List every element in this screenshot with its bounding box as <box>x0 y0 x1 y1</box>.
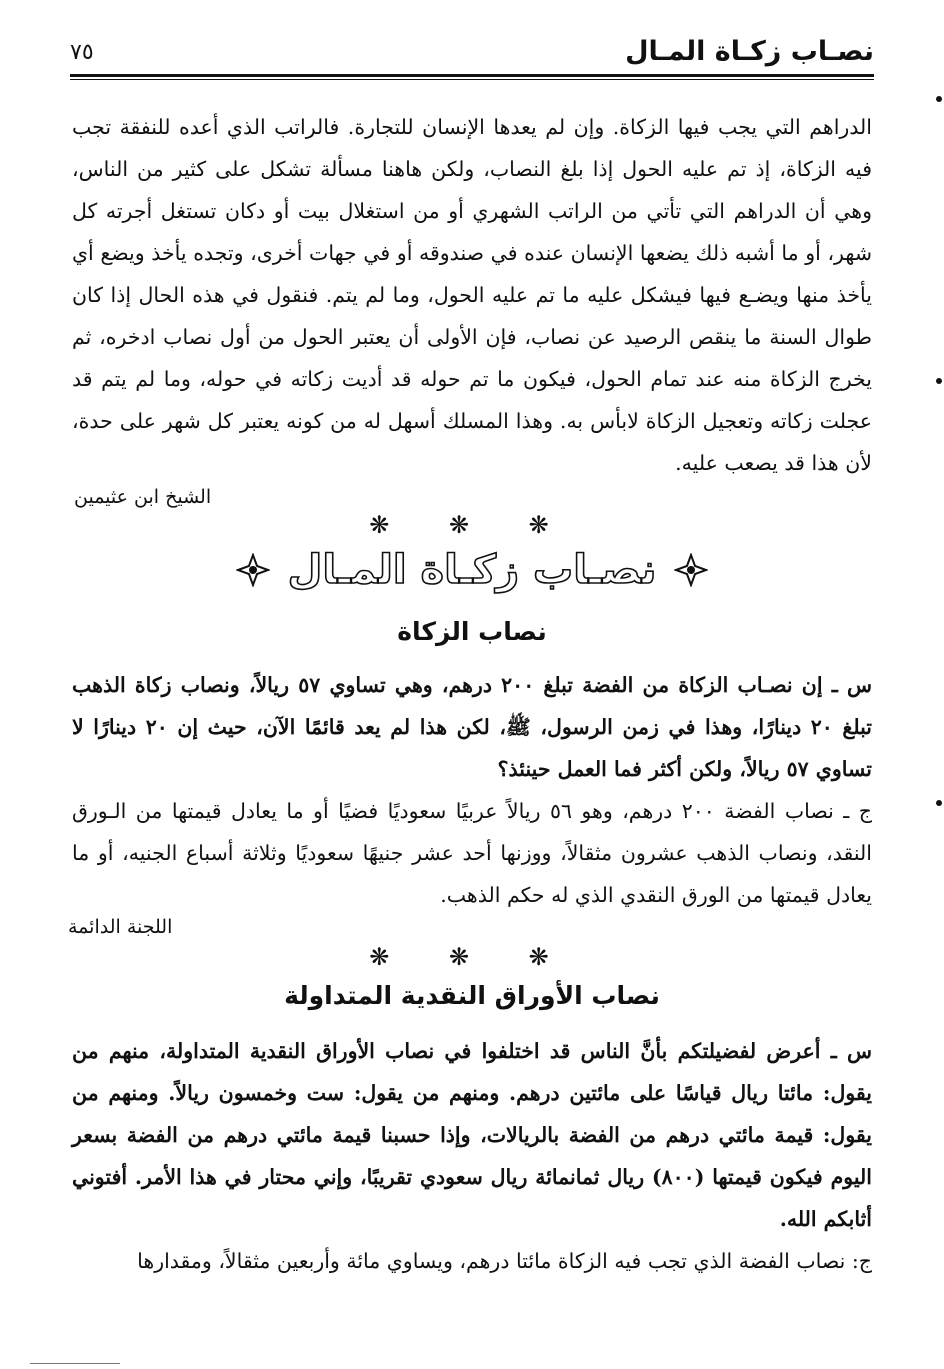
answer-2: ج: نصاب الفضة الذي تجب فيه الزكاة مائتا درهم، ويساوي مائة وأربعين مثقالاً، ومقدارها <box>137 1249 872 1273</box>
ornament-right-icon <box>674 553 708 587</box>
footer-rule <box>30 1363 120 1364</box>
question-1: س ـ إن نصـاب الزكاة من الفضة تبلغ ٢٠٠ درهم، وهي تساوي ٥٧ ريالاً، ونصاب زكاة الذهب تبلغ ٢٠ دينارًا، وهذا في زمن الرسول، ﷺ، لكن هذا لم يعد قائمًا الآن، حيث إن ٢٠ دينارًا لا تساوي ٥٧ ريالاً، ولكن أكثر فما العمل حينئذ؟ <box>72 673 873 781</box>
heading-zakat-nisab: نصاب الزكاة <box>397 617 547 646</box>
margin-mark <box>936 96 942 102</box>
running-title: نصـاب زكـاة المـال <box>625 36 874 67</box>
answer-1: ج ـ نصاب الفضة ٢٠٠ درهم، وهو ٥٦ ريالاً عربيًا سعوديًا فضيًا أو ما يعادل قيمتها من الـورق النقد، ونصاب الذهب عشرون مثقالاً، ووزنها أحد عشر جنيهًا سعوديًا وثلاثة أسباع الجنيه، أو ما يعادل قيمتها من الورق النقدي الذي له حكم الذهب. <box>72 799 873 907</box>
passage-1: الدراهم التي يجب فيها الزكاة. وإن لم يعدها الإنسان للتجارة. فالراتب الذي أعده للنفقة تجب فيه الزكاة، إذ تم عليه الحول إذا بلغ النصاب، ولكن هاهنا مسألة تشكل على كثير من الناس، وهي أن الدراهم التي تأتي من الراتب الشهري أو من استغلال بيت أو دكان تستغل أجرته كل شهر، أو ما أشبه ذلك يضعها الإنسان عنده في صندوقه أو في جهات أخرى، وتجده يأخذ ويضع أي يأخذ منها ويضـع فيها فيشكل عليه ما تم عليه الحول، وما لم يتم. فنقول في هذه الحال إذا كان طوال السنة ما ينقص الرصيد عن نصاب، فإن الأولى أن يعتبر الحول من أول نصاب ادخره، ثم يخرج الزكاة منه عند تمام الحول، فيكون ما تم حوله قد أديت زكاته في حوله، وما لم يتم قد عجلت زكاته وتعجيل الزكاة لابأس به. وهذا المسلك أسهل له من كونه يعتبر كل شهر على حدة، لأن هذا قد يصعب عليه. <box>72 115 872 475</box>
separator-stars-1: ❋ ❋ ❋ <box>369 511 575 539</box>
separator-stars-2: ❋ ❋ ❋ <box>369 943 575 971</box>
margin-mark <box>936 800 942 806</box>
heading-paper-currency-nisab: نصاب الأوراق النقدية المتداولة <box>284 981 660 1010</box>
source-attribution-2: اللجنة الدائمة <box>68 916 173 938</box>
question-2: س ـ أعرض لفضيلتكم بأنَّ الناس قد اختلفوا في نصاب الأوراق النقدية المتداولة، منهم من يقول: مائتا ريال قياسًا على مائتين درهم. ومنهم من يقول: ست وخمسون ريالاً. ومنهم من يقول: قيمة مائتي درهم من الفضة بالريالات، وإذا حسبنا قيمة مائتي درهم من الفضة بسعر اليوم فيكون قيمتها (٨٠٠) ريال ثمانمائة ريال سعودي تقريبًا، وإني محتار في هذا الأمر. أفتوني أثابكم الله. <box>72 1039 872 1231</box>
section-title: نصـاب زكـاة المـال <box>287 547 657 593</box>
ornament-left-icon <box>236 553 270 587</box>
running-header <box>70 30 874 70</box>
section-banner <box>0 540 944 600</box>
source-attribution-1: الشيخ ابن عثيمين <box>74 486 212 508</box>
margin-mark <box>936 378 942 384</box>
header-rule-thin <box>70 79 874 80</box>
header-rule <box>70 74 874 77</box>
page-number: ٧٥ <box>70 40 94 65</box>
